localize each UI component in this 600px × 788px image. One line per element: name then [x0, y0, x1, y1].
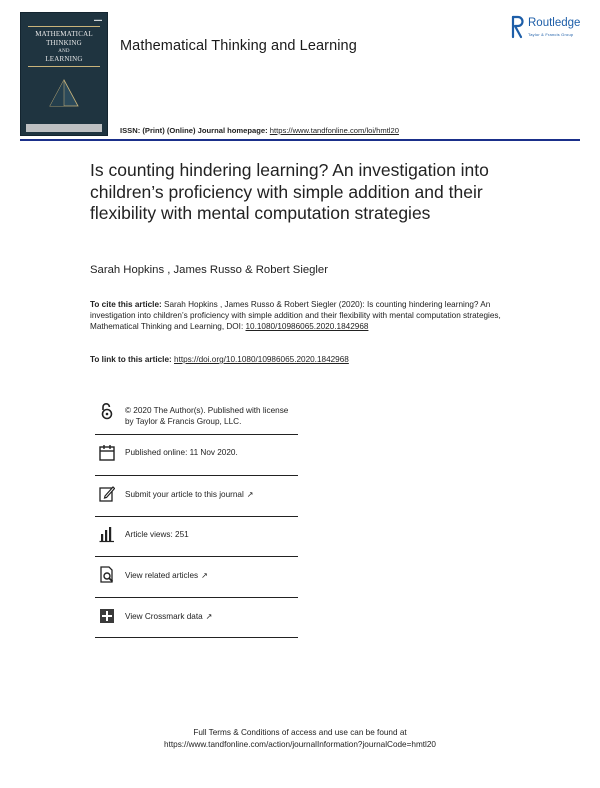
- submit-row[interactable]: [95, 485, 298, 505]
- issn-line: [120, 126, 399, 135]
- routledge-r-icon: [510, 15, 524, 43]
- cover-title-line1: MATHEMATICAL: [35, 30, 93, 38]
- header-divider: [20, 139, 580, 141]
- submit-article-link[interactable]: [125, 489, 253, 500]
- cover-volume-mark: ▬▬: [94, 17, 102, 22]
- article-doi-url[interactable]: https://doi.org/10.1080/10986065.2020.1842968: [174, 355, 349, 364]
- journal-cover-image: [20, 12, 108, 136]
- issn-label: ISSN: (Print) (Online) Journal homepage:: [120, 126, 270, 135]
- footer: [0, 727, 600, 751]
- row-divider: [95, 475, 298, 476]
- row-divider: [95, 597, 298, 598]
- crossmark-label: View Crossmark data: [125, 612, 203, 621]
- journal-homepage-link[interactable]: https://www.tandfonline.com/loi/hmtl20: [269, 126, 399, 135]
- cover-rule-top: [28, 26, 100, 27]
- related-row[interactable]: [95, 566, 298, 586]
- cover-title-line4: LEARNING: [45, 55, 83, 63]
- row-divider: [95, 637, 298, 638]
- external-link-icon: ↗: [201, 571, 208, 580]
- article-title: Is counting hindering learning? An investigation into children’s proficiency with simple addition and their flexibility with mental computation strategies: [90, 160, 489, 223]
- crossmark-row[interactable]: [95, 607, 298, 627]
- cover-publisher-strip: [26, 124, 102, 132]
- publisher-name: Routledge: [528, 17, 581, 29]
- article-link-block: [90, 354, 520, 365]
- citation-doi-link[interactable]: 10.1080/10986065.2020.1842968: [245, 322, 369, 331]
- edit-icon: [99, 485, 115, 503]
- external-link-icon: ↗: [205, 612, 213, 621]
- submit-article-label: Submit your article to this journal: [125, 490, 244, 499]
- cover-title-line2: THINKING: [46, 39, 82, 47]
- cover-rule-bottom: [28, 66, 100, 67]
- cover-title-line3: AND: [58, 49, 70, 54]
- row-divider: [95, 516, 298, 517]
- views-row: [95, 525, 298, 545]
- footer-journal-info-link[interactable]: https://www.tandfonline.com/action/journalInformation?journalCode=hmtl20: [164, 740, 436, 749]
- journal-title: Mathematical Thinking and Learning: [120, 38, 357, 54]
- related-articles-link[interactable]: [125, 570, 208, 581]
- citation-text: Sarah Hopkins , James Russo & Robert Siegler (2020): Is counting hindering learning? An investigation into children’s proficiency with simple addition and their flexibility with mental computation strategies, Mathematical Thinking and Learning, DOI:: [90, 300, 501, 331]
- crossmark-link[interactable]: [125, 611, 212, 622]
- published-row: [95, 444, 298, 464]
- cover-pyramid-graphic: [48, 78, 80, 110]
- article-views: Article views: 251: [125, 530, 189, 539]
- related-articles-label: View related articles: [125, 571, 199, 580]
- publisher-tagline: Taylor & Francis Group: [528, 32, 574, 37]
- article-authors: Sarah Hopkins , James Russo & Robert Siegler: [90, 264, 328, 276]
- external-link-icon: ↗: [246, 490, 254, 499]
- published-date: Published online: 11 Nov 2020.: [125, 448, 238, 457]
- crossmark-icon: [99, 607, 115, 625]
- routledge-logo: [510, 15, 590, 45]
- bar-chart-icon: [99, 525, 115, 543]
- open-access-icon: [99, 402, 115, 420]
- footer-terms-text: Full Terms & Conditions of access and use can be found at: [193, 728, 407, 737]
- related-articles-icon: [99, 566, 115, 584]
- citation-label: To cite this article:: [90, 300, 162, 309]
- article-link-label: To link to this article:: [90, 355, 175, 364]
- license-row: [95, 402, 298, 432]
- citation-block: [90, 299, 520, 332]
- row-divider: [95, 556, 298, 557]
- row-divider: [95, 434, 298, 435]
- license-text: © 2020 The Author(s). Published with license by Taylor & Francis Group, LLC.: [125, 406, 289, 426]
- calendar-icon: [99, 444, 115, 462]
